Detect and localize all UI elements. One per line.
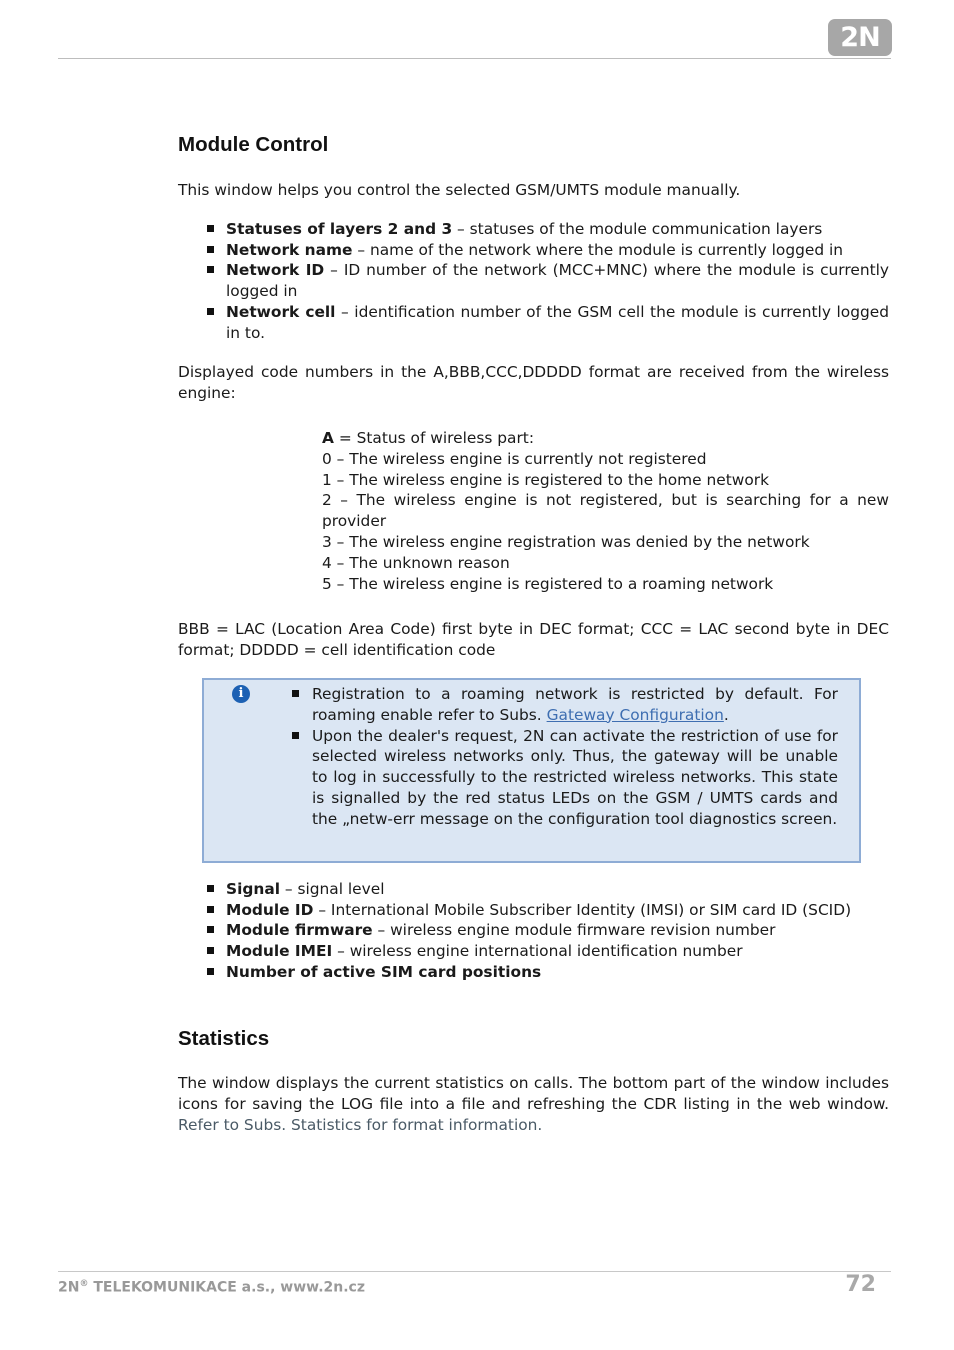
section-heading-statistics: Statistics (178, 1027, 270, 1050)
list-item: Module IMEI – wireless engine international identification number (178, 941, 889, 962)
list-item: Network cell – identification number of the GSM cell the module is currently logged in to. (178, 302, 889, 343)
bullet-icon (207, 308, 214, 315)
list-item: Network name – name of the network where the module is currently logged in (178, 240, 889, 261)
code-item: 4 – The unknown reason (322, 553, 510, 572)
bullet-icon (207, 266, 214, 273)
bullet-icon (207, 246, 214, 253)
bullet-icon (207, 968, 214, 975)
bullet-icon (207, 225, 214, 232)
codes-title: A = Status of wireless part: (322, 429, 535, 447)
section-heading-module-control: Module Control (178, 133, 329, 156)
status-code-list (322, 428, 889, 594)
2n-logo: 2N (828, 19, 892, 56)
statistics-paragraph: The window displays the current statistics on calls. The bottom part of the window includes icons for saving the LOG file into a file and refreshing the CDR listing in the web window. Refer to Subs. Statistics for format information. (178, 1074, 889, 1134)
statistics-reference: Refer to Subs. Statistics for format information. (178, 1116, 543, 1134)
list-item: Network ID – ID number of the network (MCC+MNC) where the module is currently logged in (178, 260, 889, 301)
intro-paragraph (178, 180, 889, 201)
code-item: 2 – The wireless engine is not registered, but is searching for a new provider (322, 491, 889, 531)
footer-rule (58, 1271, 891, 1272)
intro-text: This window helps you control the selected GSM/UMTS module manually. (178, 181, 741, 199)
list-item: Module ID – International Mobile Subscriber Identity (IMSI) or SIM card ID (SCID) (178, 900, 889, 921)
page-number: 72 (845, 1272, 876, 1297)
format-paragraph: Displayed code numbers in the A,BBB,CCC,DDDDD format are received from the wireless engine: (178, 363, 889, 402)
bullet-list-1 (178, 219, 889, 343)
list-item: Number of active SIM card positions (178, 962, 889, 983)
bullet-icon (292, 732, 299, 739)
info-icon: i (232, 685, 250, 703)
bullet-icon (207, 926, 214, 933)
code-item: 5 – The wireless engine is registered to a roaming network (322, 574, 774, 593)
bullet-icon (207, 906, 214, 913)
gateway-configuration-link[interactable]: Gateway Configuration (546, 705, 724, 724)
code-item: 0 – The wireless engine is currently not registered (322, 449, 707, 468)
footer-company: 2N® TELEKOMUNIKACE a.s., www.2n.cz (58, 1279, 365, 1296)
code-item: 3 – The wireless engine registration was denied by the network (322, 532, 810, 551)
bullet-icon (207, 885, 214, 892)
code-item: 1 – The wireless engine is registered to the home network (322, 470, 770, 489)
header-rule (58, 58, 891, 59)
lac-paragraph: BBB = LAC (Location Area Code) first byte in DEC format; CCC = LAC second byte in DEC format; DDDDD = cell identification code (178, 620, 889, 659)
bullet-icon (292, 690, 299, 697)
list-item: Module firmware – wireless engine module firmware revision number (178, 920, 889, 941)
list-item: Statuses of layers 2 and 3 – statuses of the module communication layers (178, 219, 889, 240)
note-item-restriction: Upon the dealer's request, 2N can activate the restriction of use for selected wireless networks only. Thus, the gateway will be unable to log in successfully to the restricted wireless networks. This state is signalled by the red status LEDs on the GSM / UMTS cards and the „netw-err message on the configuration tool diagnostics screen. (266, 726, 838, 830)
note-item-roaming: Registration to a roaming network is restricted by default. For roaming enable refer to Subs. Gateway Configuration. (266, 684, 838, 726)
info-note-box (202, 678, 861, 863)
bullet-list-2 (178, 879, 889, 983)
list-item: Signal – signal level (178, 879, 889, 900)
bullet-icon (207, 947, 214, 954)
